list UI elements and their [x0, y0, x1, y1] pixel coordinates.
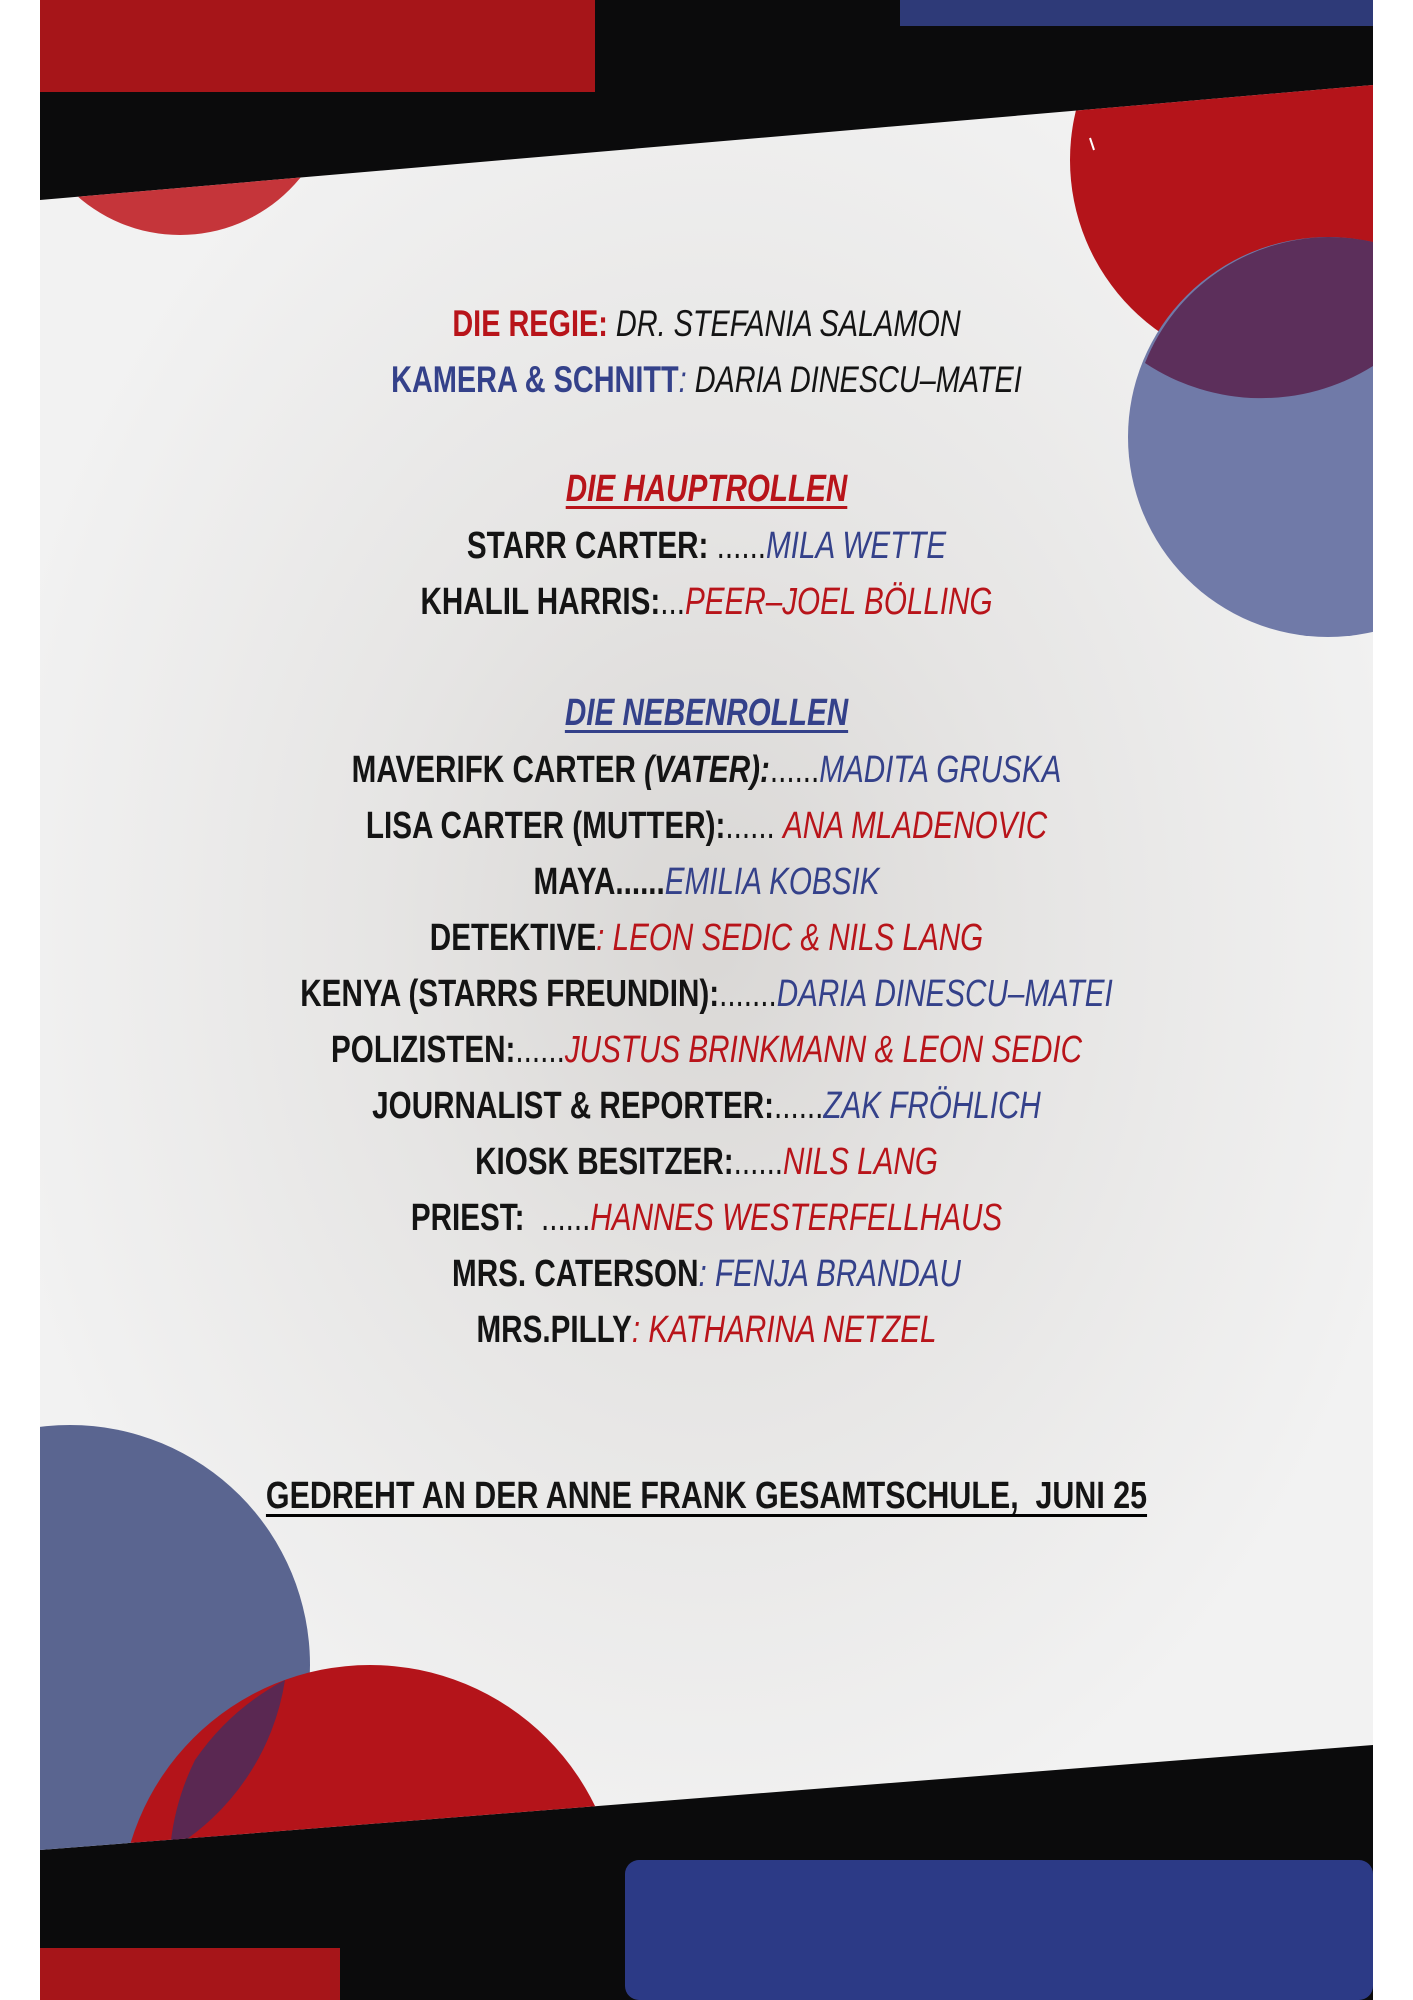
main-roles-heading: [187, 470, 1227, 508]
role-name: DETEKTIVE: [429, 917, 597, 959]
actor-name: KATHARINA NETZEL: [648, 1309, 937, 1351]
role-name: KIOSK BESITZER:: [475, 1141, 734, 1183]
supporting-role-row: [187, 1031, 1227, 1069]
dots: ......: [773, 1085, 824, 1127]
supporting-roles-heading: [187, 694, 1227, 732]
supporting-role-row: [187, 975, 1227, 1013]
dots: ......: [515, 1029, 565, 1071]
supporting-role-row: [187, 1255, 1227, 1293]
role-name: POLIZISTEN:: [331, 1029, 516, 1071]
direction-line: [187, 305, 1227, 342]
dots: ......: [725, 805, 784, 847]
footer-line: [173, 1477, 1239, 1515]
camera-name: DARIA DINESCU–MATEI: [694, 359, 1022, 400]
supporting-role-row: [187, 919, 1227, 957]
role-name: PRIEST:: [410, 1197, 541, 1239]
dots: :: [596, 917, 613, 959]
role-name: MRS. CATERSON: [452, 1253, 699, 1295]
dots: ......: [733, 1141, 784, 1183]
main-roles-heading-text: DIE HAUPTROLLEN: [565, 468, 848, 510]
supporting-role-row: [187, 1311, 1227, 1349]
actor-name: ZAK FRÖHLICH: [823, 1085, 1041, 1127]
actor-name: NILS LANG: [783, 1141, 938, 1183]
dots: :: [698, 1253, 715, 1295]
actor-name: ANA MLADENOVIC: [783, 805, 1048, 847]
supporting-role-row: [187, 863, 1227, 901]
dots: ......: [615, 861, 665, 903]
main-role-row: [187, 583, 1227, 621]
actor-name: LEON SEDIC & NILS LANG: [612, 917, 984, 959]
footer-text: GEDREHT AN DER ANNE FRANK GESAMTSCHULE, JUNI 25: [265, 1475, 1148, 1517]
credits-poster: [40, 0, 1373, 2000]
role-name: MAVERIFK CARTER: [351, 749, 645, 791]
supporting-role-row: [187, 807, 1227, 845]
actor-name: EMILIA KOBSIK: [664, 861, 880, 903]
dots: .......: [719, 973, 777, 1015]
direction-label: DIE REGIE:: [452, 303, 608, 344]
dots: ......: [716, 525, 767, 567]
supporting-role-row: [187, 1143, 1227, 1181]
dots: ...: [660, 581, 686, 623]
role-extra: (VATER):: [644, 749, 770, 791]
role-name: KHALIL HARRIS:: [420, 581, 661, 623]
supporting-role-row: [187, 1087, 1227, 1125]
dots: ......: [540, 1197, 591, 1239]
actor-name: HANNES WESTERFELLHAUS: [590, 1197, 1003, 1239]
camera-colon: :: [678, 359, 687, 400]
role-name: KENYA (STARRS FREUNDIN):: [300, 973, 720, 1015]
role-name: STARR CARTER:: [466, 525, 717, 567]
main-role-row: [187, 527, 1227, 565]
supporting-roles-heading-text: DIE NEBENROLLEN: [564, 692, 849, 734]
dots: :: [631, 1309, 649, 1351]
camera-line: [187, 361, 1227, 398]
supporting-role-row: [187, 1199, 1227, 1237]
actor-name: MILA WETTE: [766, 525, 947, 567]
role-name: MAYA: [533, 861, 616, 903]
actor-name: FENJA BRANDAU: [714, 1253, 961, 1295]
direction-name: DR. STEFANIA SALAMON: [615, 303, 961, 344]
actor-name: PEER–JOEL BÖLLING: [685, 581, 993, 623]
role-name: MRS.PILLY: [476, 1309, 632, 1351]
dots: ......: [769, 749, 820, 791]
role-name: LISA CARTER (MUTTER):: [365, 805, 726, 847]
role-name: JOURNALIST & REPORTER:: [372, 1085, 774, 1127]
supporting-role-row: [187, 751, 1227, 789]
actor-name: DARIA DINESCU–MATEI: [776, 973, 1113, 1015]
actor-name: MADITA GRUSKA: [819, 749, 1062, 791]
credits-text: [40, 0, 1373, 2000]
camera-label: KAMERA & SCHNITT: [391, 359, 679, 400]
actor-name: JUSTUS BRINKMANN & LEON SEDIC: [564, 1029, 1082, 1071]
